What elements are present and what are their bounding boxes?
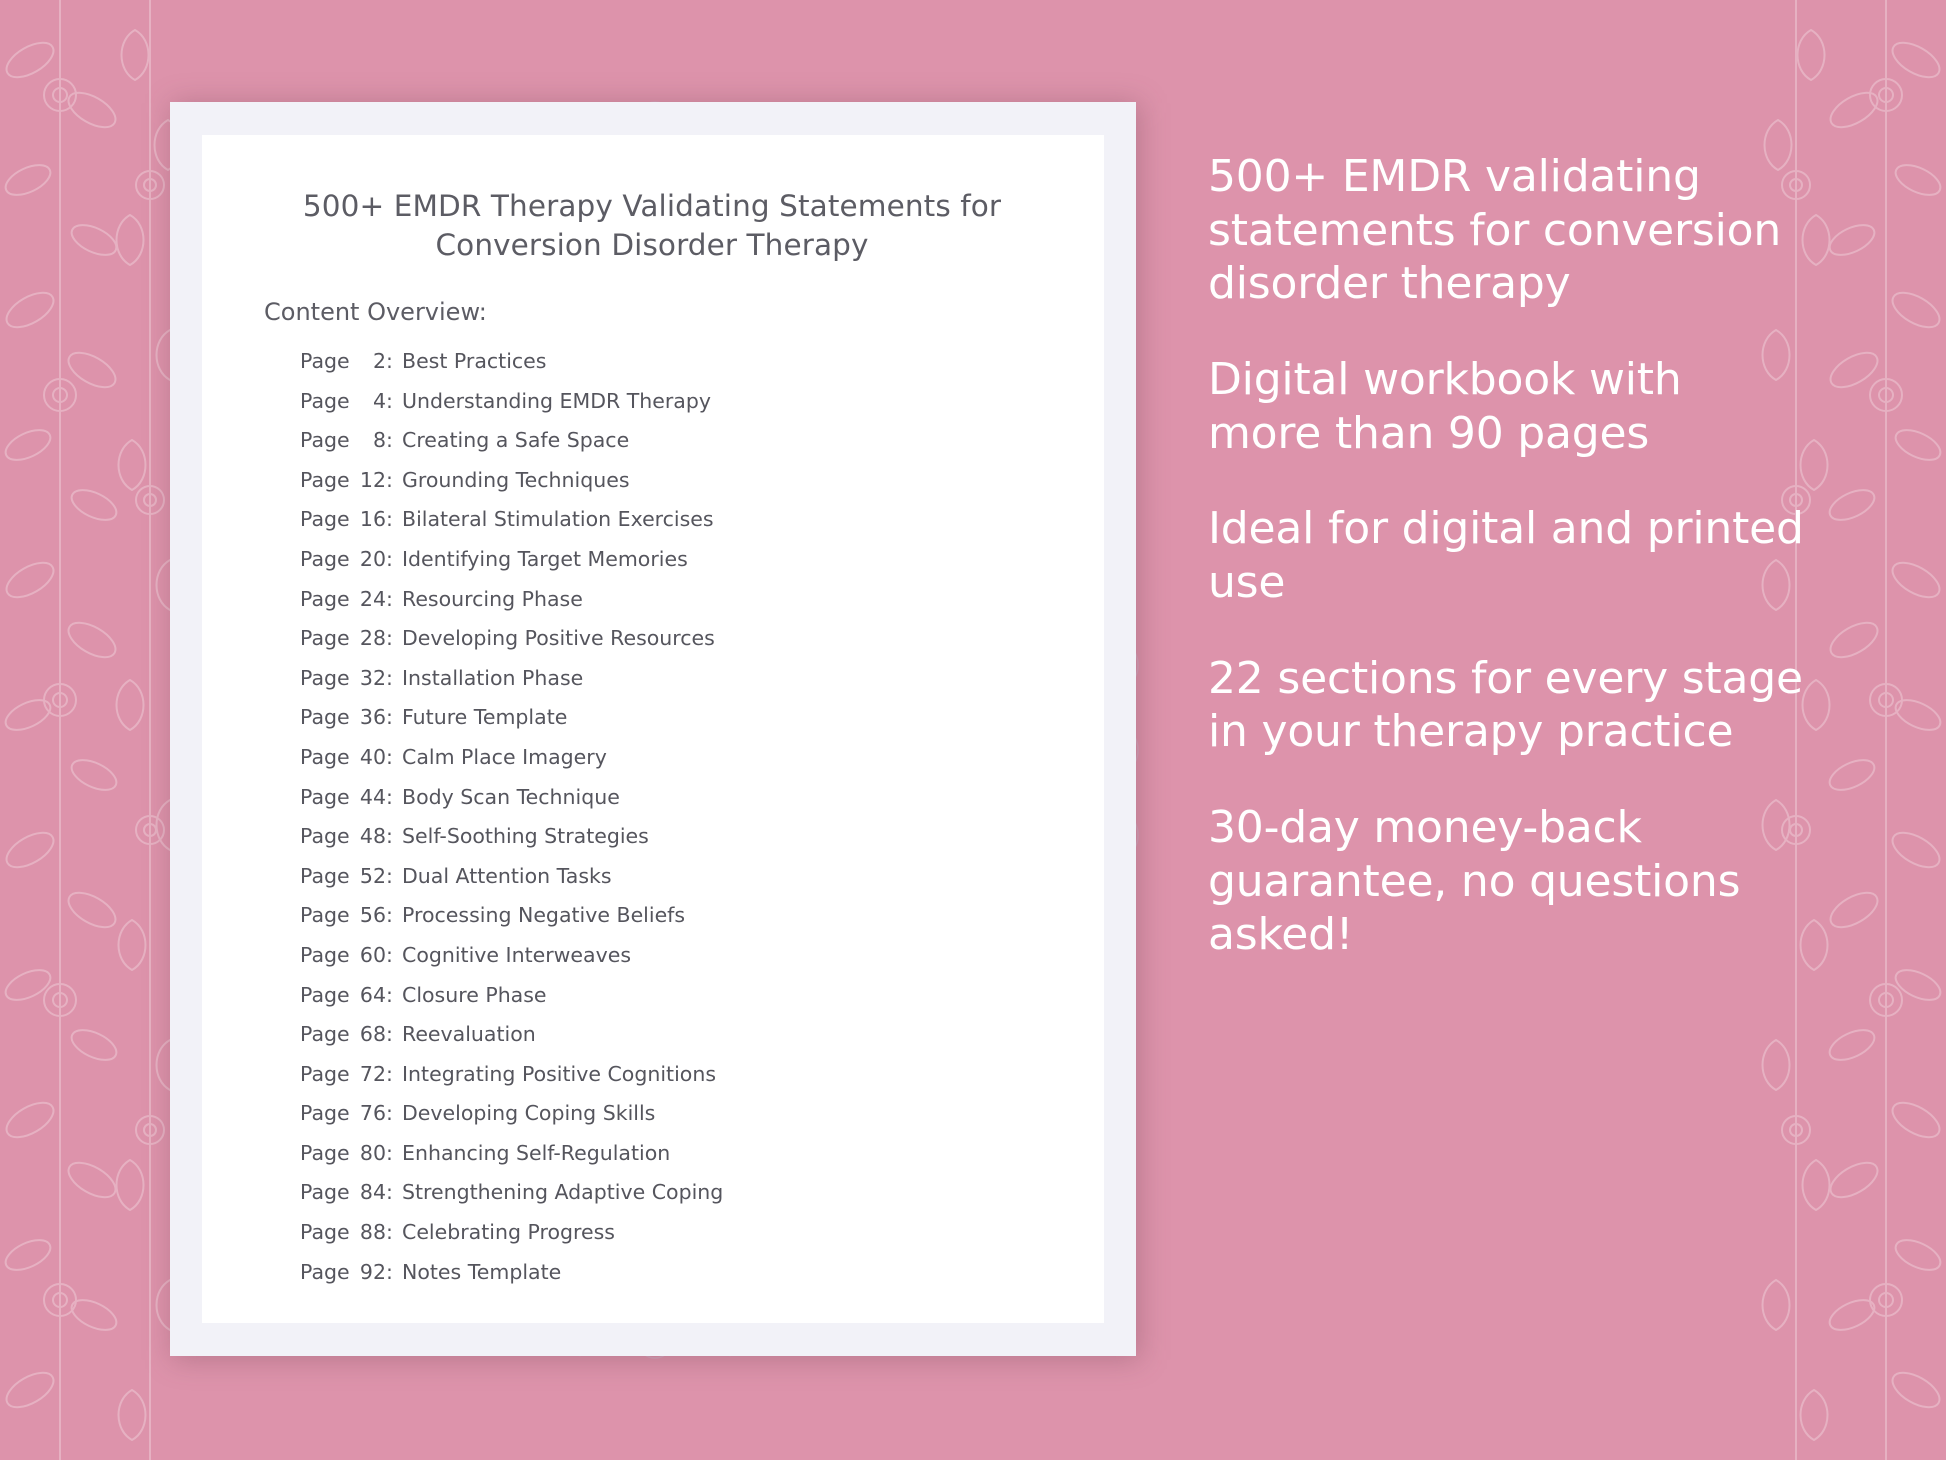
toc-row: [300, 903, 1080, 943]
toc-page-word: Page: [300, 1140, 350, 1165]
toc-colon: :: [386, 1061, 393, 1086]
toc-page-word: Page: [300, 784, 350, 809]
toc-page-number: 64: [359, 982, 386, 1007]
page-sheet: [202, 135, 1104, 1323]
toc-colon: :: [386, 349, 393, 373]
toc-entry-title: Calm Place Imagery: [402, 744, 607, 769]
toc-page-word: Page: [300, 388, 350, 413]
toc-page-number: 60: [359, 942, 386, 967]
toc-row: [300, 1101, 1080, 1141]
toc-row: [300, 626, 1080, 666]
toc-row: [300, 1180, 1080, 1220]
toc-page-number: 2: [372, 349, 386, 373]
toc-page-word: Page: [300, 942, 350, 967]
toc-page-number: 16: [359, 507, 386, 532]
toc-colon: :: [386, 824, 393, 849]
toc-row: [300, 864, 1080, 904]
page-mat: [170, 102, 1136, 1356]
toc-colon: :: [386, 388, 393, 413]
toc-page-number: 44: [359, 784, 386, 809]
toc-entry-title: Strengthening Adaptive Coping: [402, 1180, 724, 1205]
toc-page-number: 68: [359, 1022, 386, 1047]
toc-row: [300, 705, 1080, 745]
toc-page-word: Page: [300, 507, 350, 532]
toc-entry-title: Enhancing Self-Regulation: [402, 1140, 671, 1165]
toc-page-number: 48: [359, 824, 386, 849]
toc-page-number: 28: [359, 626, 386, 651]
toc-page-word: Page: [300, 546, 350, 571]
toc-row: [300, 983, 1080, 1023]
toc-page-number: 32: [359, 665, 386, 690]
toc-page-number: 88: [359, 1220, 386, 1245]
marketing-block-product: 500+ EMDR validating statements for conversion disorder therapy: [1208, 151, 1782, 310]
toc-colon: :: [386, 903, 393, 928]
toc-entry-title: Understanding EMDR Therapy: [402, 388, 712, 413]
toc-colon: :: [386, 1220, 393, 1245]
toc-entry-title: Installation Phase: [402, 665, 584, 690]
toc-colon: :: [386, 546, 393, 571]
toc-page-number: 40: [359, 744, 386, 769]
toc-row: [300, 547, 1080, 587]
toc-page-number: 12: [359, 467, 386, 492]
toc-entry-title: Cognitive Interweaves: [402, 942, 632, 967]
marketing-block-format: Digital workbook with more than 90 pages: [1208, 354, 1682, 459]
toc-entry-title: Creating a Safe Space: [402, 428, 630, 453]
toc-entry-title: Best Practices: [402, 349, 547, 373]
toc-colon: :: [386, 586, 393, 611]
toc-colon: :: [386, 705, 393, 730]
toc-colon: :: [386, 784, 393, 809]
toc-page-number: 20: [359, 546, 386, 571]
toc-page-word: Page: [300, 665, 350, 690]
marketing-copy: [1208, 150, 1808, 962]
toc-row: [300, 1062, 1080, 1102]
toc-page-number: 4: [372, 388, 386, 413]
marketing-block-guarantee: 30-day money-back guarantee, no questions asked!: [1208, 802, 1741, 961]
toc-row: [300, 1260, 1080, 1300]
toc-row: [300, 824, 1080, 864]
toc-page-word: Page: [300, 744, 350, 769]
toc-page-number: 92: [359, 1259, 386, 1284]
toc-entry-title: Notes Template: [402, 1259, 562, 1284]
toc-page-word: Page: [300, 863, 350, 888]
toc-row: [300, 468, 1080, 508]
toc-page-word: Page: [300, 1101, 350, 1126]
toc-colon: :: [386, 665, 393, 690]
toc-page-number: 8: [372, 428, 386, 453]
toc-page-number: 84: [359, 1180, 386, 1205]
toc-row: [300, 428, 1080, 468]
toc-entry-title: Processing Negative Beliefs: [402, 903, 686, 928]
toc-page-word: Page: [300, 1259, 350, 1284]
toc-row: [300, 785, 1080, 825]
toc-entry-title: Body Scan Technique: [402, 784, 620, 809]
toc-page-word: Page: [300, 903, 350, 928]
toc-row: [300, 389, 1080, 429]
toc-entry-title: Dual Attention Tasks: [402, 863, 612, 888]
toc-row: [300, 349, 1080, 389]
toc-entry-title: Bilateral Stimulation Exercises: [402, 507, 714, 532]
toc-page-number: 36: [359, 705, 386, 730]
table-of-contents: [300, 349, 1080, 1299]
toc-entry-title: Future Template: [402, 705, 568, 730]
toc-page-number: 56: [359, 903, 386, 928]
toc-entry-title: Reevaluation: [402, 1022, 536, 1047]
toc-colon: :: [386, 863, 393, 888]
toc-colon: :: [386, 942, 393, 967]
toc-page-word: Page: [300, 705, 350, 730]
toc-entry-title: Grounding Techniques: [402, 467, 630, 492]
marketing-block-usage: Ideal for digital and printed use: [1208, 503, 1804, 609]
toc-entry-title: Celebrating Progress: [402, 1220, 615, 1245]
toc-page-number: 76: [359, 1101, 386, 1126]
toc-row: [300, 745, 1080, 785]
toc-entry-title: Self-Soothing Strategies: [402, 824, 649, 849]
toc-page-word: Page: [300, 467, 350, 492]
toc-page-number: 72: [359, 1061, 386, 1086]
toc-page-word: Page: [300, 824, 350, 849]
page-title: 500+ EMDR Therapy Validating Statements for Conversion Disorder Therapy: [302, 189, 1002, 263]
content-overview-label: Content Overview:: [264, 298, 487, 326]
toc-page-word: Page: [300, 1061, 350, 1086]
toc-colon: :: [386, 428, 393, 453]
toc-colon: :: [386, 626, 393, 651]
toc-colon: :: [386, 982, 393, 1007]
toc-entry-title: Developing Positive Resources: [402, 626, 715, 651]
toc-page-word: Page: [300, 428, 350, 453]
toc-page-word: Page: [300, 626, 350, 651]
toc-colon: :: [386, 744, 393, 769]
toc-page-word: Page: [300, 1180, 350, 1205]
toc-row: [300, 587, 1080, 627]
toc-colon: :: [386, 507, 393, 532]
toc-page-word: Page: [300, 1022, 350, 1047]
toc-colon: :: [386, 1180, 393, 1205]
toc-colon: :: [386, 1101, 393, 1126]
toc-row: [300, 1022, 1080, 1062]
toc-page-word: Page: [300, 586, 350, 611]
toc-page-number: 80: [359, 1140, 386, 1165]
marketing-block-sections: 22 sections for every stage in your therapy practice: [1208, 652, 1803, 758]
toc-row: [300, 943, 1080, 983]
toc-colon: :: [386, 1022, 393, 1047]
toc-colon: :: [386, 467, 393, 492]
toc-page-number: 52: [359, 863, 386, 888]
toc-page-word: Page: [300, 1220, 350, 1245]
toc-colon: :: [386, 1140, 393, 1165]
toc-colon: :: [386, 1259, 393, 1284]
toc-entry-title: Closure Phase: [402, 982, 547, 1007]
toc-entry-title: Identifying Target Memories: [402, 546, 688, 571]
toc-row: [300, 1220, 1080, 1260]
toc-row: [300, 1141, 1080, 1181]
toc-entry-title: Developing Coping Skills: [402, 1101, 656, 1126]
toc-entry-title: Resourcing Phase: [402, 586, 583, 611]
toc-page-word: Page: [300, 982, 350, 1007]
toc-row: [300, 666, 1080, 706]
toc-page-number: 24: [359, 586, 386, 611]
toc-entry-title: Integrating Positive Cognitions: [402, 1061, 716, 1086]
toc-page-word: Page: [300, 349, 350, 373]
toc-row: [300, 507, 1080, 547]
